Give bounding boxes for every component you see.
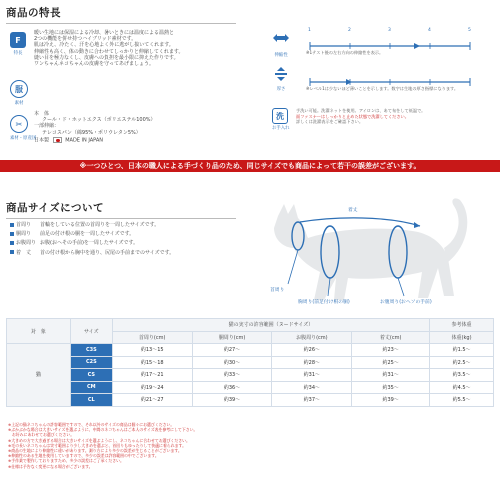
feature-badge-label: 特長 [13,51,23,56]
label-length: 着丈 [348,208,358,213]
size-legend-item: 着 丈 首の付け根から胸中を通り、尻尾の手前までのサイズです。 [10,250,250,256]
table-row: CM 約19〜24 約36〜 約34〜 約35〜 約4.5〜 [7,381,494,394]
feature-badge [10,32,26,56]
size-section-title: 商品サイズについて [6,200,236,219]
thickness-scale [306,72,474,82]
label-neck: 首周り [270,288,285,293]
stretch-icon [272,30,290,44]
material-badge: 服 素材 [10,80,28,106]
table-row: CS 約17〜21 約33〜 約31〜 約31〜 約3.5〜 [7,369,494,382]
col-length: 着丈(cm) [352,331,430,344]
cat-measurement-diagram [248,188,496,316]
col-ref-weight: 参考体重 [430,319,494,332]
materials-list: 本 体 クール・ド・ホットエクス（ポリエステル100%） 一部伸縮： テレコスパン（綿95%・ポリウレタン5%） 日本製 MADE IN JAPAN [34,111,156,144]
col-target: 対 象 [7,319,71,344]
size-legend [10,222,250,259]
cat-silhouette-icon [248,188,496,316]
fabric-property-panel: 伸縮性 1 2 3 4 5 ※1テスト後の左右方向の伸縮性を表示。 厚さ ※レベル1は少ないほど薄いことを示します。数字は生地の厚さ指標になります。 洗 お手入れ 手洗い可能。洗濯ネットを使用。アイロンは、あて布をして低温で。 面ファスナーはしっかりと止めた状態で洗濯してください。 詳しくは洗濯表示をご確認下さい。 [266,8,490,148]
sewing-machine-icon: ✂ [10,115,28,133]
col-weight: 体重(kg) [430,331,494,344]
table-header-group [7,319,494,332]
cloth-icon: 服 [10,80,28,98]
table-row: 猫 C3S 約13〜15 約27〜 約26〜 約23〜 約1.5〜 [7,344,494,357]
care-text: 手洗い可能。洗濯ネットを使用。アイロンは、あて布をして低温で。 面ファスナーはしっかりと止めた状態で洗濯してください。 詳しくは洗濯表示をご確認下さい。 [296,108,426,125]
thickness-label: 厚さ [276,87,286,92]
stretch-scale [306,36,474,46]
col-belly: お腹周り(cm) [272,331,352,344]
washing-icon: 洗 [272,108,288,124]
table-row: CL 約21〜27 約39〜 約37〜 約39〜 約5.5〜 [7,394,494,407]
warning-banner: ※一つひとつ、日本の職人による手づくり品のため、同じサイズでも商品によって若干の誤差がございます。 [0,160,500,172]
fabric-icon: F [10,32,26,48]
thickness-icon [274,66,288,82]
features-title: 商品の特長 [6,5,236,24]
care-badge: 洗 お手入れ [272,108,290,131]
stretch-note: ※1テスト後の左右方向の伸縮性を表示。 [306,50,384,55]
col-neck: 首周り(cm) [112,331,192,344]
origin-badge: ✂ 素材・原産国 [10,115,36,141]
col-chest: 胴周り(cm) [192,331,272,344]
label-chest: 胸周り(前足付け根の胴) [298,300,350,305]
col-nude-size-group: 猫の実寸の許容範囲（ヌードサイズ） [112,319,429,332]
col-size: サイズ [70,319,112,344]
size-legend-item: 首周り 首輪をしている位置の首周りを一周したサイズです。 [10,222,250,228]
stretch-label: 伸縮性 [274,53,288,58]
size-legend-item: お腹周り お腹(おヘその手前)を一周したサイズです。 [10,240,250,246]
size-table [6,318,494,407]
origin-label: 日本製 [34,137,50,144]
size-notes: ※上記の猫ネコちゃんの許容範囲ですので、それ以外のサイズの商品は個々にお選びください。 ※ぶかぶかな場合は大きいサイズを選ぶように、中間のネコちゃんはご本人のサイズ表を参考にして下さい。 お好みにあわせてお選びください。 ※大きめの方で大き過ぎる場合は大きいサイズを選ぶようにし、ネコちゃんに合わせてお選びください。 ※毛の長いネコちゃんは実寸範囲より少し大きめを選ぶと、首回りもゆったりして快適に着られます。 ※商品の生地により伸縮性に違いがあります。測り方により多少の誤差が生じることがございます。 ※伸縮性のある生地を使用していますので、多少の誤差は許容範囲の中でございます。 ※手作業で製作しておりますため、多少の誤差はご了承ください。 ※仕様は予告なく変更になる場合がございます。 [8,422,198,469]
thickness-note: ※レベル1は少ないほど薄いことを示します。数字は生地の厚さ指標になります。 [306,86,459,91]
table-row: C2S 約15〜18 約30〜 約28〜 約25〜 約2.5〜 [7,356,494,369]
japan-flag-icon [53,137,62,143]
target-cell: 猫 [7,344,71,407]
label-belly: お腹周り(おヘソの手前) [380,300,432,305]
features-description: 暖い生地には保湿による冷却、暑いときには温度による温熱と 2つの機能を併せ持つハイブリッド素材です。 肌は冷え、冷たく、汗を心地よく外に逃がし抜いてくれます。 伸縮性も高く、体の動きに合わせてしっかりと伸縮してくれます。 縫い目を極力なくし、皮膚への負担を最小限に抑えた作りです。 ワンちゃんネコちゃんの皮膚を守ってあげましょう。 [34,30,184,68]
made-in-japan: MADE IN JAPAN [65,137,104,144]
size-legend-item: 胴周り 前足の付け根の胴を一周したサイズです。 [10,231,250,237]
